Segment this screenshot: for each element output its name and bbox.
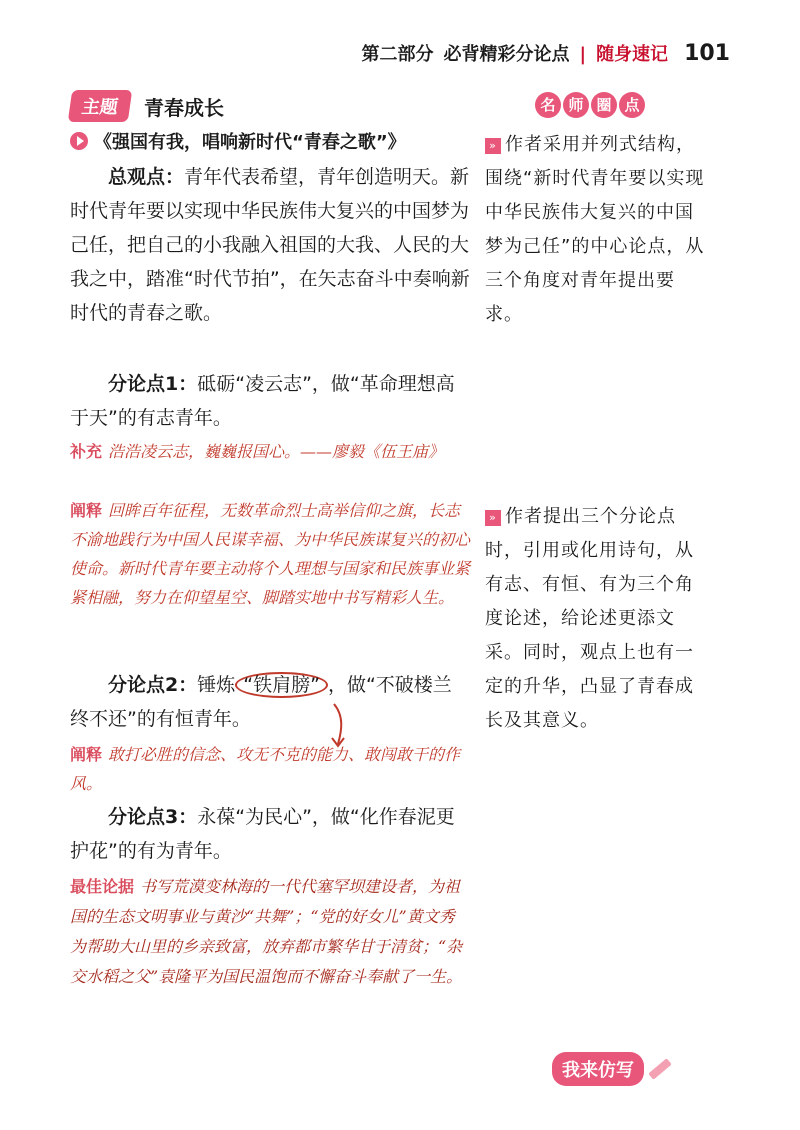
explanation-1-label: 阐释	[70, 501, 103, 520]
play-icon	[70, 132, 88, 150]
margin-note-2	[485, 500, 705, 738]
master-badge-char: 圈	[591, 92, 617, 118]
point-3	[70, 800, 470, 868]
point-2	[70, 668, 470, 736]
header-part: 第二部分	[361, 44, 434, 65]
best-evidence-label: 最佳论据	[70, 877, 135, 896]
best-evidence-text: 书写荒漠变林海的一代代塞罕坝建设者，为祖国的生态文明事业与黄沙“共舞”；“党的好女儿”黄文秀为帮助大山里的乡亲致富，放弃都市繁华甘于清贫；“杂交水稻之父”袁隆平为国民温饱而不懈奋斗奉献了一生。	[70, 877, 463, 986]
overall-viewpoint	[70, 160, 470, 330]
best-evidence	[70, 872, 470, 992]
point-3-text: 永葆“为民心”，做“化作春泥更护花”的有为青年。	[70, 806, 455, 862]
page-header	[361, 40, 730, 66]
margin-note-2-text: 作者提出三个分论点时，引用或化用诗句，从有志、有恒、有为三个角度论述，给论述更添文采。同时，观点上也有一定的升华，凸显了青春成长及其意义。	[485, 506, 694, 731]
topic-row	[70, 90, 224, 122]
point-1	[70, 367, 470, 435]
double-arrow-icon: »	[485, 510, 501, 526]
article-title: 《强国有我，唱响新时代“青春之歌”》	[94, 132, 406, 153]
article-heading	[70, 128, 406, 154]
overall-text: 青年代表希望，青年创造明天。新时代青年要以实现中华民族伟大复兴的中国梦为己任，把自己的小我融入祖国的大我、人民的大我之中，踏准“时代节拍”，在矢志奋斗中奏响新时代的青春之歌。	[70, 166, 470, 324]
margin-note-1	[485, 128, 705, 332]
explanation-2-label: 阐释	[70, 745, 103, 764]
practice-section	[552, 1052, 672, 1086]
master-badge-char: 名	[535, 92, 561, 118]
explanation-2	[70, 740, 470, 798]
explanation-2-text: 敢打必胜的信念、攻无不克的能力、敢闯敢干的作风。	[70, 745, 461, 793]
point-1-text: 砥砺“凌云志”，做“革命理想高于天”的有志青年。	[70, 373, 455, 429]
point-3-label: 分论点3：	[108, 806, 198, 828]
topic-badge: 主题	[68, 90, 132, 122]
explanation-1-text: 回眸百年征程，无数革命烈士高举信仰之旗，长志不渝地践行为中国人民谋幸福、为中华民族谋复兴的初心使命。新时代青年要主动将个人理想与国家和民族事业紧紧相融，努力在仰望星空、脚踏实地中书写精彩人生。	[70, 501, 471, 607]
point-2-label: 分论点2：	[108, 674, 198, 696]
master-badge-char: 师	[563, 92, 589, 118]
supplement-note	[70, 438, 470, 466]
header-section: 必背精彩分论点	[443, 44, 570, 65]
header-tag: 随身速记	[596, 44, 669, 65]
page-number: 101	[684, 41, 730, 66]
practice-button[interactable]: 我来仿写	[552, 1052, 644, 1086]
header-separator: |	[579, 44, 587, 65]
explanation-1	[70, 496, 470, 612]
supplement-label: 补充	[70, 442, 103, 461]
point-2-text-after: ，做“不破楼兰终不还”的有恒青年。	[70, 674, 452, 730]
master-badge-char: 点	[619, 92, 645, 118]
overall-label: 总观点：	[108, 166, 185, 188]
supplement-text: 浩浩凌云志，巍巍报国心。——廖毅《伍王庙》	[108, 442, 445, 461]
double-arrow-icon: »	[485, 138, 501, 154]
margin-note-1-text: 作者采用并列式结构，围绕“新时代青年要以实现中华民族伟大复兴的中国梦为己任”的中心论点，从三个角度对青年提出要求。	[485, 134, 705, 325]
topic-title: 青春成长	[144, 95, 224, 120]
master-comment-badge	[535, 92, 645, 118]
point-1-label: 分论点1：	[108, 373, 198, 395]
point-2-text-before: 锤炼	[197, 674, 236, 696]
circled-phrase: “铁肩膀”	[235, 672, 328, 698]
pencil-icon	[648, 1058, 672, 1080]
